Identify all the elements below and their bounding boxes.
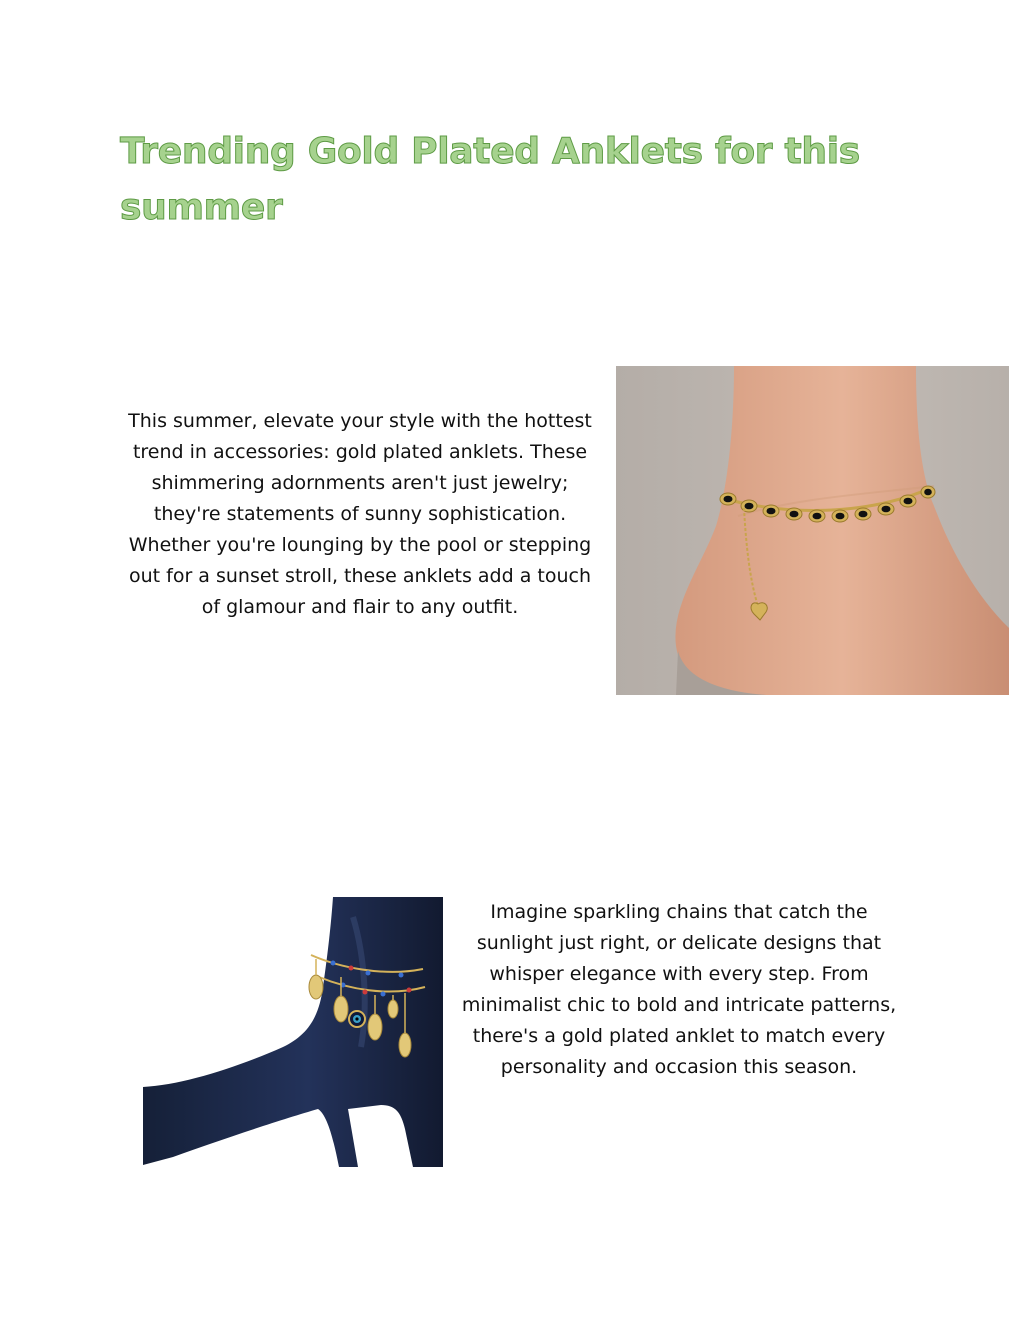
anklet-photo-1 — [616, 366, 1009, 695]
detail-paragraph: Imagine sparkling chains that catch the sunlight just right, or delicate designs that whisper elegance with every step. From minimalist chic to bold and intricate patterns, there's a gold plated anklet to match every personality and occasion this season. — [461, 901, 897, 1078]
anklet-photo-2 — [143, 897, 443, 1167]
mannequin-foot-photo-icon — [143, 897, 443, 1167]
intro-paragraph: This summer, elevate your style with the hottest trend in accessories: gold plated anklets. These shimmering adornments aren't just jewelry; they're statements of sunny sophistication. Whether you're lounging by the pool or stepping out for a sunset stroll, these anklets add a touch of glamour and flair to any outfit. — [128, 410, 592, 618]
page-title: Trending Gold Plated Anklets for this summer — [120, 131, 860, 228]
ankle-anklet-photo-icon — [616, 366, 1009, 695]
